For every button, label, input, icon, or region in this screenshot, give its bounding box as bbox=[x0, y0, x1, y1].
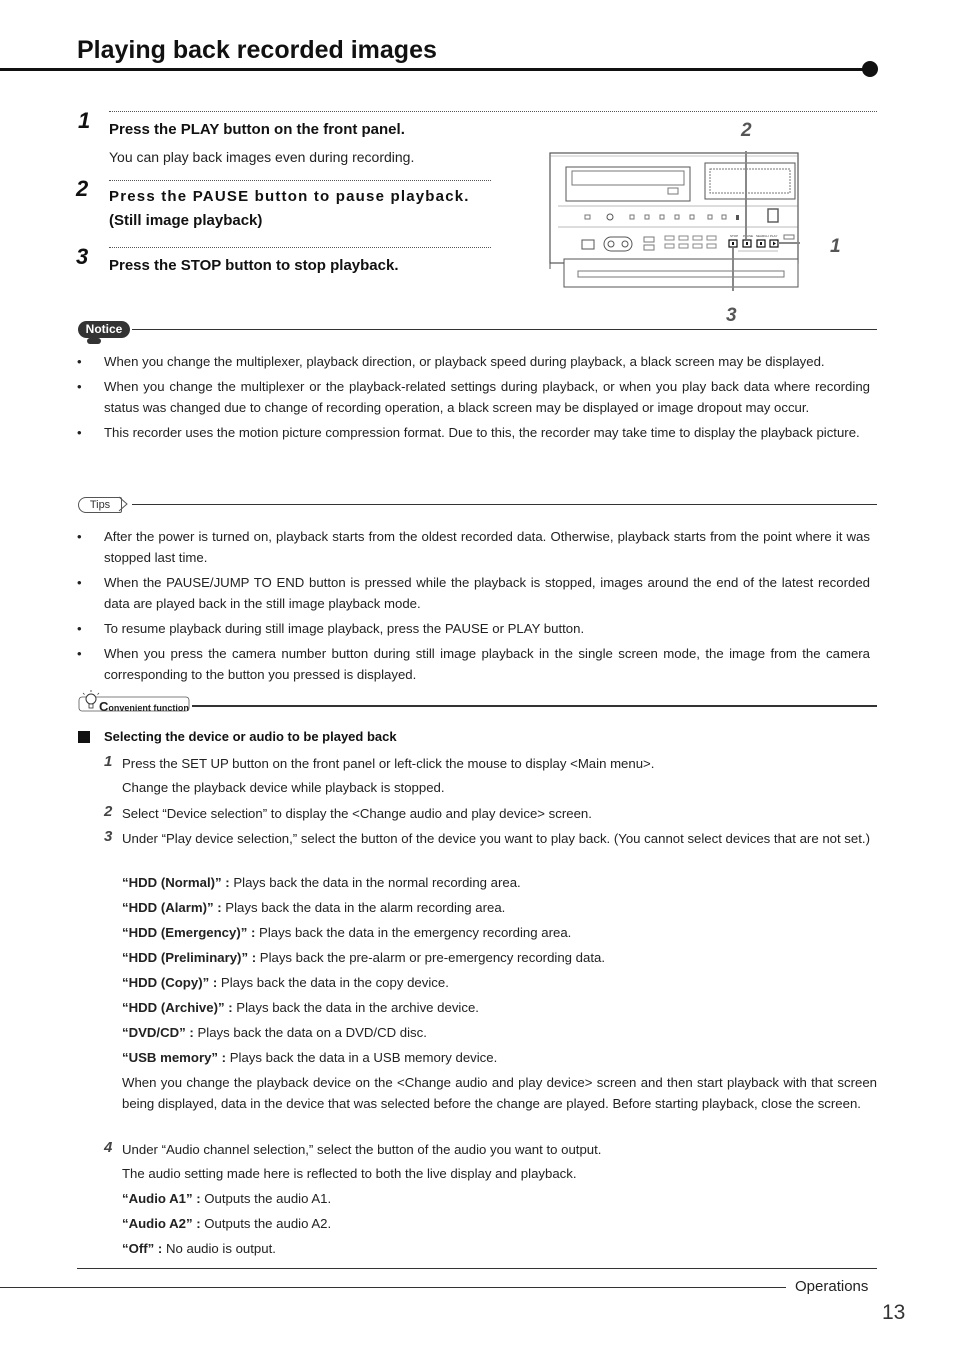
footer-rule bbox=[77, 1268, 877, 1269]
audio-option: “Audio A2” : Outputs the audio A2. bbox=[122, 1216, 332, 1231]
convenient-heading: Selecting the device or audio to be played back bbox=[104, 729, 397, 744]
convenient-initial: C bbox=[99, 699, 109, 714]
title-rule-end-dot bbox=[862, 61, 878, 77]
sub-step-4-number: 4 bbox=[104, 1139, 113, 1156]
tips-item: • To resume playback during still image playback, press the PAUSE or PLAY button. bbox=[77, 618, 870, 639]
pause-label: PAUSE bbox=[743, 234, 753, 238]
device-option: “HDD (Normal)” : Plays back the data in the normal recording area. bbox=[122, 875, 521, 890]
footer-rule bbox=[0, 1287, 786, 1288]
stop-label: STOP bbox=[730, 234, 739, 238]
device-option: “HDD (Copy)” : Plays back the data in the copy device. bbox=[122, 975, 449, 990]
tips-item: • After the power is turned on, playback starts from the oldest recorded data. Otherwise, playback starts from the point where it was stopped last time. bbox=[77, 526, 870, 568]
play-label: PLAY bbox=[770, 234, 778, 238]
notice-rule bbox=[132, 329, 877, 330]
tips-item: • When you press the camera number button during still image playback in the single screen mode, the image from the camera corresponding to the button you pressed is displayed. bbox=[77, 643, 870, 685]
sub-step-4-text: Under “Audio channel selection,” select the button of the audio you want to output. bbox=[122, 1142, 602, 1157]
sub-step-3-note: When you change the playback device on the <Change audio and play device> screen and then start playback with that screen being displayed, data in the device that was selected before the change are played. Before starting playback, close the screen. bbox=[122, 1075, 877, 1111]
step-1-instruction: Press the PLAY button on the front panel. bbox=[109, 121, 405, 138]
notice-list bbox=[77, 351, 870, 447]
notice-badge: Notice bbox=[78, 321, 130, 338]
audio-option: “Off” : No audio is output. bbox=[122, 1241, 276, 1256]
step-1-note: You can play back images even during recording. bbox=[109, 149, 415, 165]
tips-rule bbox=[132, 504, 877, 505]
step-2-number: 2 bbox=[76, 176, 89, 201]
convenient-rule bbox=[192, 705, 877, 707]
step-3-number: 3 bbox=[76, 244, 89, 269]
device-option: “DVD/CD” : Plays back the data on a DVD/CD disc. bbox=[122, 1025, 427, 1040]
callout-3: 3 bbox=[726, 305, 737, 326]
notice-item: • When you change the multiplexer, playback direction, or playback speed during playback, a black screen may be displayed. bbox=[77, 351, 870, 372]
sub-step-1-number: 1 bbox=[104, 753, 113, 770]
sub-step-3-text: Under “Play device selection,” select the button of the device you want to play back. (You cannot select devices that are not set.) bbox=[122, 831, 870, 846]
notice-item: • When you change the multiplexer or the playback-related settings during playback, or when you play back data where recording status was changed due to change of recording operation, a black screen may be displayed or image dropout may occur. bbox=[77, 376, 870, 418]
step-divider bbox=[109, 247, 491, 248]
section-square-icon bbox=[78, 731, 90, 743]
device-option: “HDD (Archive)” : Plays back the data in the archive device. bbox=[122, 1000, 479, 1015]
device-option: “USB memory” : Plays back the data in a USB memory device. bbox=[122, 1050, 498, 1065]
device-option: “HDD (Emergency)” : Plays back the data in the emergency recording area. bbox=[122, 925, 572, 940]
title-rule bbox=[0, 68, 866, 71]
page-number: 13 bbox=[882, 1301, 906, 1324]
page-title: Playing back recorded images bbox=[77, 36, 437, 64]
step-2-instruction-sub: (Still image playback) bbox=[109, 212, 263, 229]
sub-step-2-number: 2 bbox=[104, 803, 113, 820]
tips-badge: Tips bbox=[78, 497, 122, 513]
device-option: “HDD (Preliminary)” : Plays back the pre-alarm or pre-emergency recording data. bbox=[122, 950, 606, 965]
tips-list bbox=[77, 526, 870, 689]
callout-1: 1 bbox=[830, 236, 841, 257]
step-divider bbox=[109, 111, 877, 112]
notice-item: • This recorder uses the motion picture compression format. Due to this, the recorder may take time to display the playback picture. bbox=[77, 422, 870, 443]
step-2-instruction: Press the PAUSE button to pause playback. bbox=[109, 188, 470, 205]
convenient-function-label bbox=[99, 699, 189, 714]
sub-step-4-note: The audio setting made here is reflected to both the live display and playback. bbox=[122, 1166, 577, 1181]
tips-arrow-icon bbox=[117, 496, 129, 512]
sub-step-1-note: Change the playback device while playback is stopped. bbox=[122, 780, 445, 795]
step-divider bbox=[109, 180, 491, 181]
step-3-instruction: Press the STOP button to stop playback. bbox=[109, 257, 399, 274]
sub-step-2-text: Select “Device selection” to display the <Change audio and play device> screen. bbox=[122, 806, 592, 821]
notice-badge-tail bbox=[87, 338, 101, 344]
tips-item: • When the PAUSE/JUMP TO END button is pressed while the playback is stopped, images around the end of the latest recorded data are played back in the still image playback mode. bbox=[77, 572, 870, 614]
callout-2: 2 bbox=[741, 120, 752, 141]
search-label: SEARCH bbox=[756, 234, 769, 238]
recorder-front-panel-illustration bbox=[548, 151, 800, 291]
device-option: “HDD (Alarm)” : Plays back the data in the alarm recording area. bbox=[122, 900, 506, 915]
audio-option: “Audio A1” : Outputs the audio A1. bbox=[122, 1191, 332, 1206]
step-1-number: 1 bbox=[78, 108, 91, 133]
footer-section-label: Operations bbox=[795, 1278, 869, 1295]
sub-step-1-text: Press the SET UP button on the front panel or left-click the mouse to display <Main menu>. bbox=[122, 756, 655, 771]
convenient-label-rest: onvenient function bbox=[108, 703, 189, 713]
sub-step-3-number: 3 bbox=[104, 828, 113, 845]
